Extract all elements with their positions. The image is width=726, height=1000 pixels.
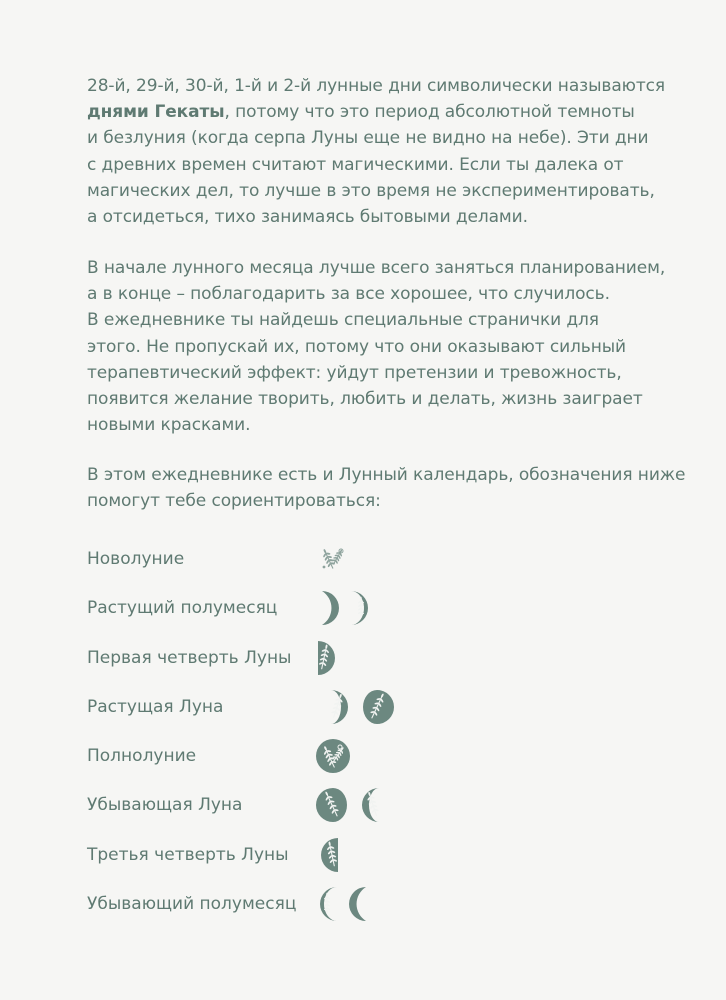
text-line: появится желание творить, любить и делать, жизнь заиграет <box>87 389 643 410</box>
bold-term: днями Гекаты <box>87 102 225 123</box>
legend-row <box>87 588 607 628</box>
third-quarter-icon <box>313 835 343 875</box>
text-line: В ежедневнике ты найдешь специальные странички для <box>87 310 599 331</box>
waning-crescent-thin-icon <box>349 884 375 924</box>
legend-row <box>87 884 607 924</box>
legend-icons <box>313 736 353 776</box>
text-line: терапевтический эффект: уйдут претензии и тревожность, <box>87 362 622 383</box>
text-line: новыми красками. <box>87 415 251 436</box>
full-moon-icon <box>313 736 353 776</box>
legend-icons <box>313 539 353 579</box>
text-line-rest: , потому что это период абсолютной темноты <box>224 102 635 123</box>
text-line: с древних времен считают магическими. Если ты далека от <box>87 154 624 175</box>
first-quarter-icon <box>313 638 343 678</box>
waning-gibbous-icon <box>359 785 397 825</box>
legend-label: Убывающая Луна <box>87 795 243 815</box>
legend-icons <box>313 785 397 825</box>
legend-label: Новолуние <box>87 549 185 569</box>
legend-icons <box>313 638 343 678</box>
waxing-gibbous-icon <box>313 687 351 727</box>
legend-row <box>87 539 607 579</box>
text-line: В этом ежедневнике есть и Лунный календарь, обозначения ниже <box>87 465 686 485</box>
legend-label: Растущий полумесяц <box>87 598 278 618</box>
legend-row <box>87 785 607 825</box>
legend-icons <box>313 687 397 727</box>
text-line: а в конце – поблагодарить за все хорошее, что случилось. <box>87 284 610 305</box>
text-line: и безлуния (когда серпа Луны еще не видно на небе). Эти дни <box>87 128 649 149</box>
text-line: этого. Не пропускай их, потому что они оказывают сильный <box>87 336 626 357</box>
text-line: магических дел, то лучше в это время не экспериментировать, <box>87 180 655 201</box>
text-line: 28-й, 29-й, 30-й, 1-й и 2-й лунные дни символически называются <box>87 76 666 96</box>
legend-label: Растущая Луна <box>87 697 224 717</box>
legend-row <box>87 638 607 678</box>
legend-row <box>87 736 607 776</box>
legend-icons <box>313 835 343 875</box>
legend-label: Полнолуние <box>87 746 197 766</box>
waxing-crescent-leaf-icon <box>345 588 375 628</box>
legend-label: Третья четверть Луны <box>87 845 289 865</box>
legend-icons <box>313 588 375 628</box>
legend-row <box>87 687 607 727</box>
legend-icons <box>313 884 375 924</box>
waning-crescent-leaf-icon <box>313 884 343 924</box>
waxing-gibbous-full-icon <box>357 687 397 727</box>
new-moon-icon <box>313 539 353 579</box>
waning-gibbous-full-icon <box>313 785 353 825</box>
legend-label: Первая четверть Луны <box>87 648 292 668</box>
legend-label: Убывающий полумесяц <box>87 894 297 914</box>
waxing-crescent-thin-icon <box>313 588 339 628</box>
text-line: помогут тебе сориентироваться: <box>87 491 381 512</box>
text-line: В начале лунного месяца лучше всего заняться планированием, <box>87 258 666 278</box>
text-line: а отсидеться, тихо занимаясь бытовыми делами. <box>87 207 528 228</box>
legend-row <box>87 835 607 875</box>
